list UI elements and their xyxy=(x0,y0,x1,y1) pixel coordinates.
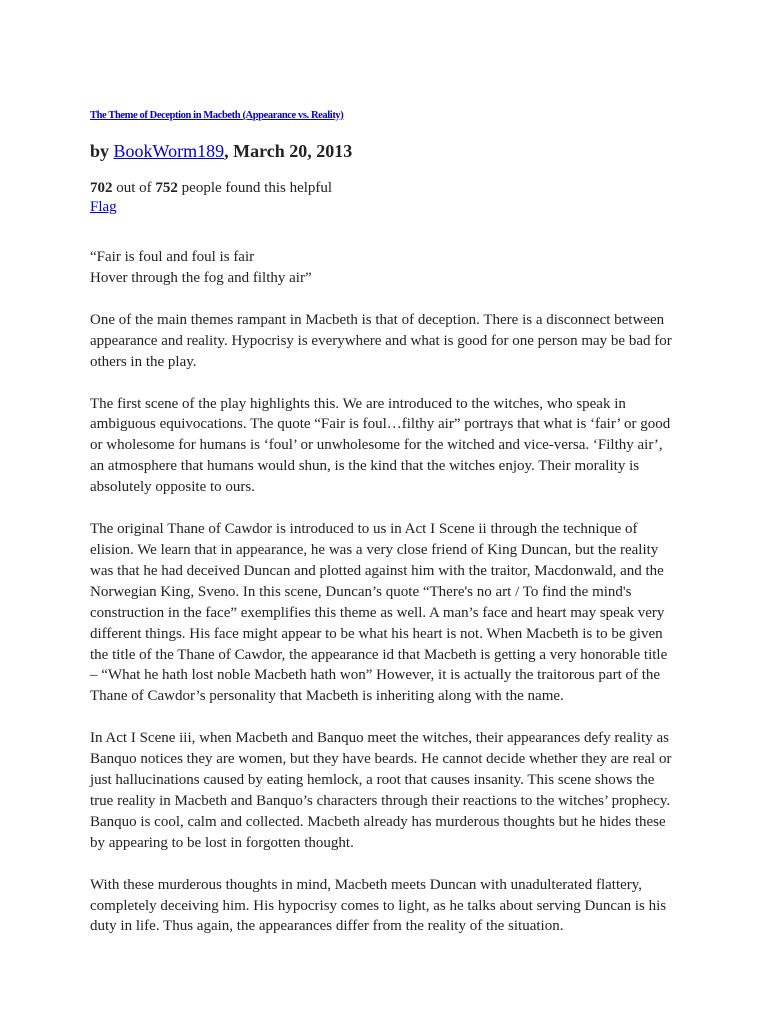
byline-date: , March 20, 2013 xyxy=(224,141,353,161)
paragraph-line: by appearing to be lost in forgotten thought. xyxy=(90,834,354,851)
paragraph-line: different things. His face might appear to be what his heart is not. When Macbeth is to be given xyxy=(90,625,663,642)
paragraph-line: Thane of Cawdor’s personality that Macbeth is inheriting along with the name. xyxy=(90,688,564,705)
paragraph-line: others in the play. xyxy=(90,353,197,370)
paragraph-line: elision. We learn that in appearance, he was a very close friend of King Duncan, but the reality xyxy=(90,541,659,558)
helpful-count: 702 xyxy=(90,180,113,196)
paragraph xyxy=(90,875,690,938)
byline xyxy=(90,141,352,162)
paragraph xyxy=(90,310,690,373)
helpful-suffix: people found this helpful xyxy=(177,180,333,196)
paragraph-line: Norwegian King, Sveno. In this scene, Duncan’s quote “There's no art / To find the mind's xyxy=(90,583,632,600)
paragraph-line: Banquo is cool, calm and collected. Macbeth already has murderous thoughts but he hides these xyxy=(90,813,666,830)
paragraph-line: In Act I Scene iii, when Macbeth and Banquo meet the witches, their appearances defy reality as xyxy=(90,730,669,747)
paragraph xyxy=(90,394,690,499)
paragraph-line: appearance and reality. Hypocrisy is everywhere and what is good for one person may be bad for xyxy=(90,332,672,349)
paragraph-line: was that he had deceived Duncan and plotted against him with the traitor, Macdonwald, and the xyxy=(90,562,664,579)
helpful-total: 752 xyxy=(155,180,178,196)
paragraph-line: completely deceiving him. His hypocrisy comes to light, as he talks about serving Duncan is his xyxy=(90,897,667,914)
paragraph-line: duty in life. Thus again, the appearances differ from the reality of the situation. xyxy=(90,918,564,935)
paragraph-line: true reality in Macbeth and Banquo’s characters through their reactions to the witches’ prophecy. xyxy=(90,792,671,809)
paragraph-line: an atmosphere that humans would shun, is the kind that the witches enjoy. Their morality is xyxy=(90,458,640,475)
paragraph-line: ambiguous equivocations. The quote “Fair is foul…filthy air” portrays that what is ‘fair’ or good xyxy=(90,416,671,433)
paragraph-line: construction in the face” exemplifies this theme as well. A man’s face and heart may speak very xyxy=(90,604,665,621)
paragraph-line: With these murderous thoughts in mind, Macbeth meets Duncan with unadulterated flattery, xyxy=(90,876,643,893)
paragraph-line: The original Thane of Cawdor is introduced to us in Act I Scene ii through the technique of xyxy=(90,521,638,538)
paragraph-line: – “What he hath lost noble Macbeth hath won” However, it is actually the traitorous part of the xyxy=(90,667,661,684)
paragraph-line: The first scene of the play highlights this. We are introduced to the witches, who speak in xyxy=(90,395,626,412)
paragraph-line: absolutely opposite to ours. xyxy=(90,479,255,496)
flag-link[interactable]: Flag xyxy=(90,199,117,215)
paragraph-line: Banquo notices they are women, but they have beards. He cannot decide whether they are real or xyxy=(90,751,672,768)
author-link[interactable]: BookWorm189 xyxy=(113,141,225,161)
article-body xyxy=(90,247,690,958)
paragraph xyxy=(90,247,690,289)
paragraph-line: or wholesome for humans is ‘foul’ or unwholesome for the witched and vice-versa. ‘Filthy air’, xyxy=(90,437,663,454)
helpful-summary xyxy=(90,178,332,198)
helpful-mid: out of xyxy=(112,180,156,196)
paragraph xyxy=(90,728,690,853)
article-title-link[interactable]: The Theme of Deception in Macbeth (Appearance vs. Reality) xyxy=(90,110,344,121)
paragraph-line: One of the main themes rampant in Macbeth is that of deception. There is a disconnect between xyxy=(90,311,665,328)
paragraph-line: the title of the Thane of Cawdor, the appearance id that Macbeth is getting a very honorable title xyxy=(90,646,668,663)
byline-prefix: by xyxy=(90,141,114,161)
paragraph-line: Hover through the fog and filthy air” xyxy=(90,269,312,286)
paragraph-line: “Fair is foul and foul is fair xyxy=(90,249,255,265)
paragraph xyxy=(90,519,690,707)
paragraph-line: just hallucinations caused by eating hemlock, a root that causes insanity. This scene shows the xyxy=(90,772,655,789)
